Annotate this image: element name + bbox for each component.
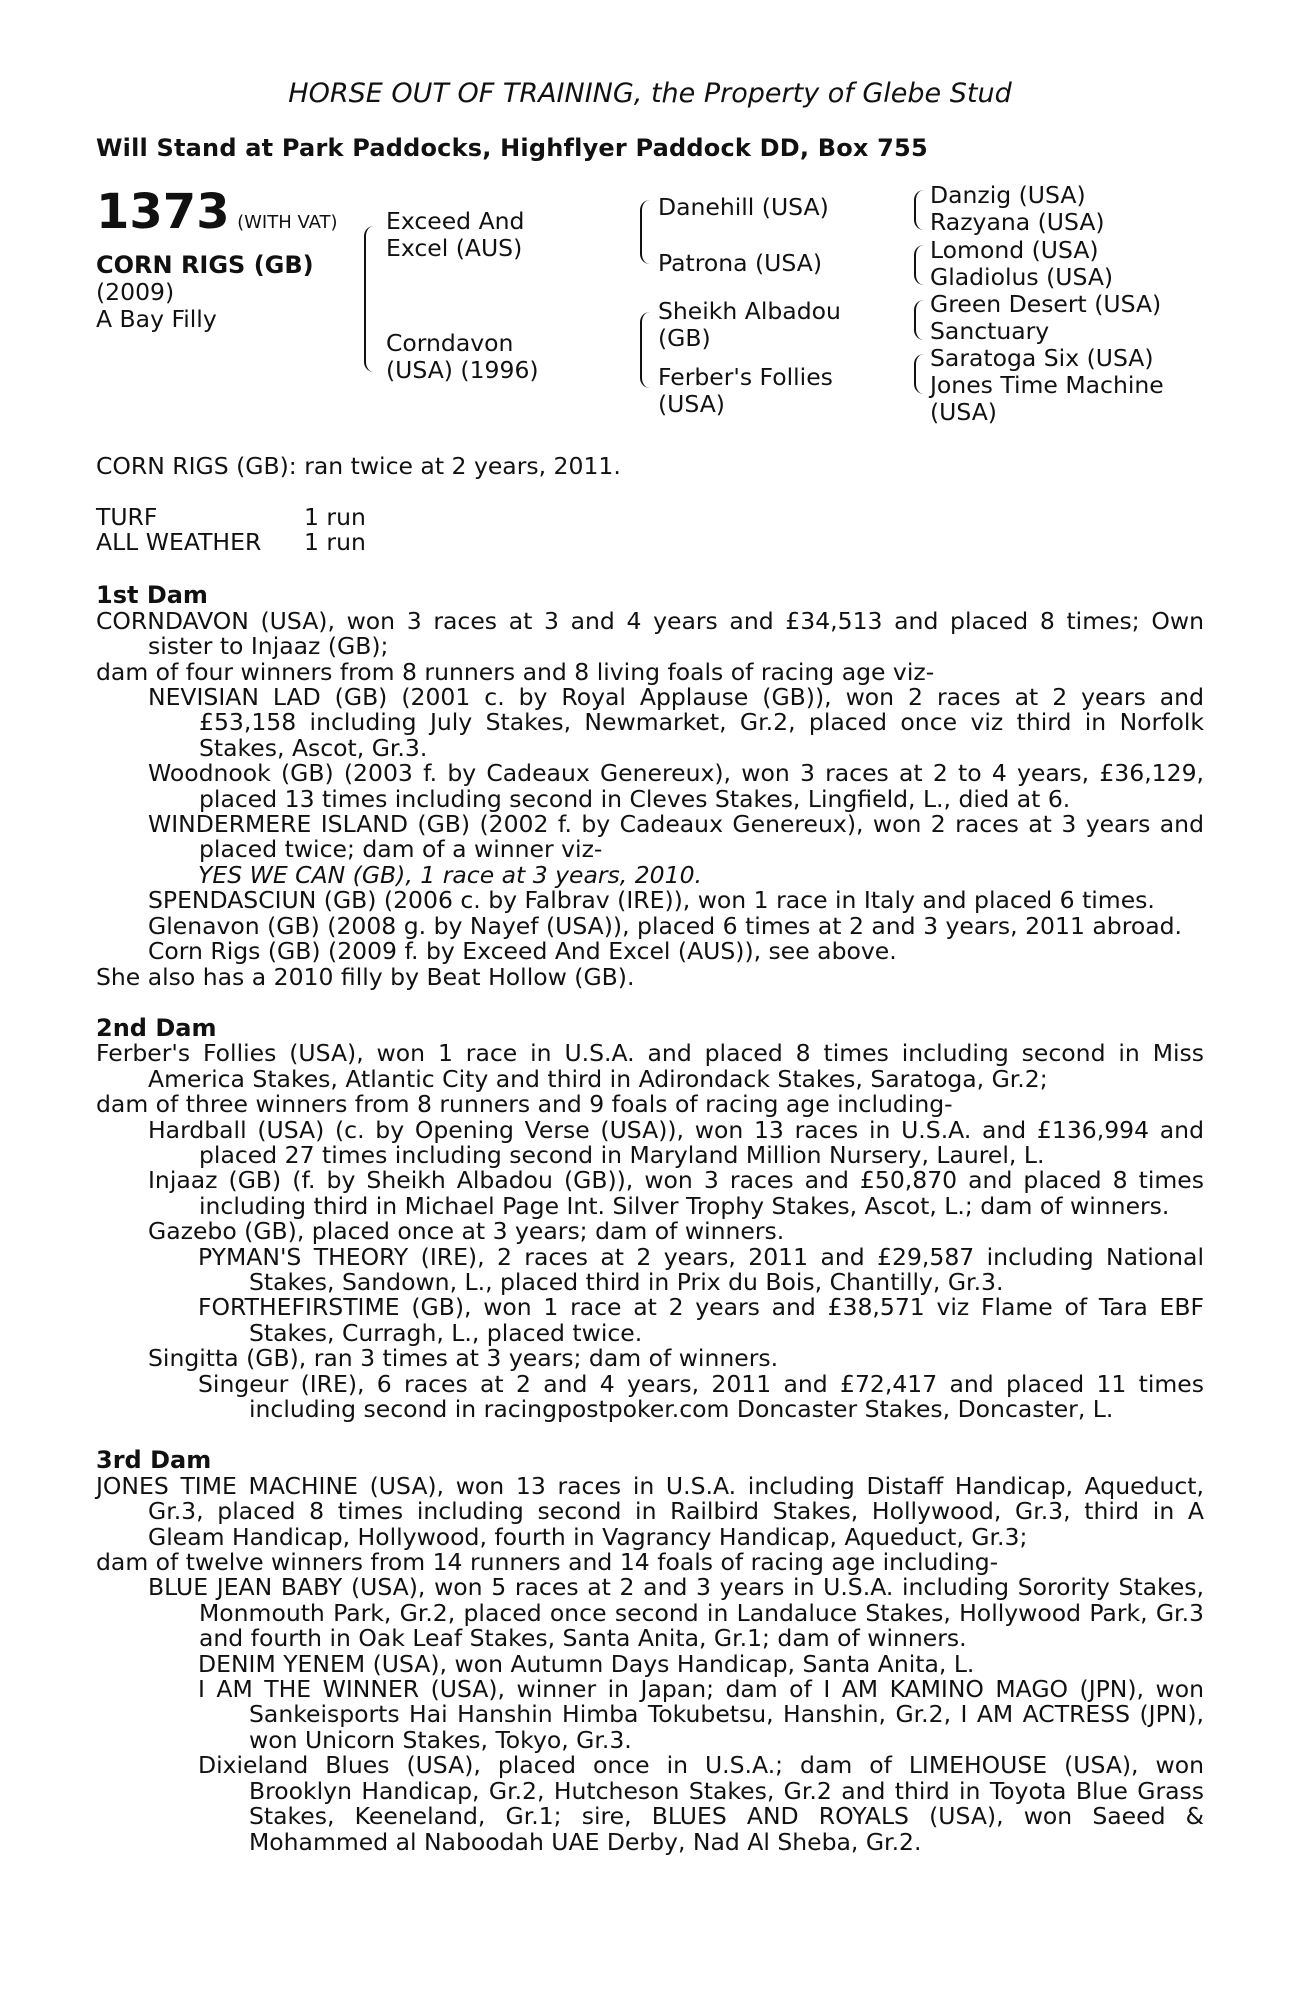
record-label: ALL WEATHER <box>96 528 262 557</box>
dam-dam-dam: Jones Time Machine (USA) <box>930 371 1164 426</box>
sire-dam-dam: Gladiolus (USA) <box>930 263 1114 291</box>
produce-entry: PYMAN'S THEORY (IRE), 2 races at 2 years, 2011 and £29,587 including National Stakes, Sandown, L., placed third in Prix du Bois, Chantilly, Gr.3. <box>198 1242 1204 1296</box>
lot-heading <box>96 184 338 240</box>
horse-name: CORN RIGS (GB) <box>96 251 314 279</box>
section-heading: 3rd Dam <box>96 1446 212 1475</box>
produce-summary: dam of twelve winners from 14 runners and 14 foals of racing age including- <box>96 1548 999 1577</box>
third-dam-section <box>96 1448 1204 1855</box>
record-value: 1 run <box>304 503 366 532</box>
dam-sire-sire: Green Desert (USA) <box>930 290 1162 318</box>
first-dam-section <box>96 583 1204 990</box>
dam-dam-sire: Saratoga Six (USA) <box>930 344 1154 372</box>
produce-entry: Singeur (IRE), 6 races at 2 and 4 years, 2011 and £72,417 and placed 11 times including second in racingpostpoker.com Doncaster Stakes, Doncaster, L. <box>198 1369 1204 1423</box>
produce-entry: SPENDASCIUN (GB) (2006 c. by Falbrav (IRE)), won 1 race in Italy and placed 6 times. <box>148 886 1155 915</box>
stand-location: Will Stand at Park Paddocks, Highflyer Paddock DD, Box 755 <box>96 134 928 162</box>
catalogue-page <box>96 78 1204 1855</box>
dam-dam: Ferber's Follies (USA) <box>658 363 833 418</box>
lot-number: 1373 <box>96 184 230 240</box>
produce-entry: Woodnook (GB) (2003 f. by Cadeaux Genereux), won 3 races at 2 to 4 years, £36,129, placed 13 times including second in Cleves Stakes, Lingfield, L., died at 6. <box>148 759 1204 813</box>
pedigree-table <box>96 182 1204 452</box>
dam-sire-dam: Sanctuary <box>930 317 1050 345</box>
race-record-table <box>96 505 496 555</box>
race-record-summary: CORN RIGS (GB): ran twice at 2 years, 2011. <box>96 452 621 480</box>
sire-dam-sire: Lomond (USA) <box>930 236 1099 264</box>
dam: Corndavon (USA) (1996) <box>386 329 539 384</box>
second-dam-section <box>96 1013 1204 1423</box>
section-heading: 1st Dam <box>96 581 208 610</box>
produce-entry: I AM THE WINNER (USA), winner in Japan; dam of I AM KAMINO MAGO (JPN), won Sankeisports Hai Hanshin Himba Tokubetsu, Hanshin, Gr.2, I AM ACTRESS (JPN), won Unicorn Stakes, Tokyo, Gr.3. <box>198 1675 1204 1754</box>
sire: Exceed And Excel (AUS) <box>386 207 525 262</box>
record-label: TURF <box>96 503 158 532</box>
produce-entry: DENIM YENEM (USA), won Autumn Days Handicap, Santa Anita, L. <box>198 1649 975 1678</box>
produce-entry: Corn Rigs (GB) (2009 f. by Exceed And Excel (AUS)), see above. <box>148 937 897 966</box>
dam-entry: Ferber's Follies (USA), won 1 race in U.S.A. and placed 8 times including second in Miss America Stakes, Atlantic City and third in Adirondack Stakes, Saratoga, Gr.2; <box>96 1039 1204 1093</box>
produce-entry: FORTHEFIRSTIME (GB), won 1 race at 2 years and £38,571 viz Flame of Tara EBF Stakes, Curragh, L., placed twice. <box>198 1293 1204 1347</box>
dam-entry: JONES TIME MACHINE (USA), won 13 races in U.S.A. including Distaff Handicap, Aqueduct, Gr.3, placed 8 times including second in Railbird Stakes, Hollywood, Gr.3, third in A Gleam Handicap, Hollywood, fourth in Vagrancy Handicap, Aqueduct, Gr.3; <box>96 1471 1204 1551</box>
produce-entry: NEVISIAN LAD (GB) (2001 c. by Royal Applause (GB)), won 2 races at 2 years and £53,158 including July Stakes, Newmarket, Gr.2, placed once viz third in Norfolk Stakes, Ascot, Gr.3. <box>148 683 1204 762</box>
horse-description: A Bay Filly <box>96 305 217 333</box>
produce-entry: Gazebo (GB), placed once at 3 years; dam of winners. <box>148 1217 785 1246</box>
produce-entry: Dixieland Blues (USA), placed once in U.S.A.; dam of LIMEHOUSE (USA), won Brooklyn Handicap, Gr.2, Hutcheson Stakes, Gr.2 and third in Toyota Blue Grass Stakes, Keeneland, Gr.1; sire, BLUES AND ROYALS (USA), won Saeed & Mohammed al Naboodah UAE Derby, Nad Al Sheba, Gr.2. <box>198 1751 1204 1856</box>
sire-sire: Danehill (USA) <box>658 193 829 221</box>
produce-entry: Hardball (USA) (c. by Opening Verse (USA)), won 13 races in U.S.A. and £136,994 and placed 27 times including second in Maryland Million Nursery, Laurel, L. <box>148 1115 1204 1169</box>
produce-entry: Injaaz (GB) (f. by Sheikh Albadou (GB)), won 3 races and £50,870 and placed 8 times including third in Michael Page Int. Silver Trophy Stakes, Ascot, L.; dam of winners. <box>148 1166 1204 1220</box>
page-title: HORSE OUT OF TRAINING, the Property of Glebe Stud <box>288 78 1012 109</box>
dam-sire: Sheikh Albadou (GB) <box>658 297 841 352</box>
sire-dam: Patrona (USA) <box>658 249 822 277</box>
section-heading: 2nd Dam <box>96 1013 217 1042</box>
vat-label: (WITH VAT) <box>237 212 338 233</box>
produce-summary: dam of four winners from 8 runners and 8 living foals of racing age viz- <box>96 657 935 686</box>
sire-sire-sire: Danzig (USA) <box>930 181 1086 209</box>
record-value: 1 run <box>304 528 366 557</box>
produce-entry: Singitta (GB), ran 3 times at 3 years; dam of winners. <box>148 1344 779 1373</box>
produce-entry: WINDERMERE ISLAND (GB) (2002 f. by Cadeaux Genereux), won 2 races at 3 years and placed twice; dam of a winner viz- <box>148 810 1204 864</box>
sire-sire-dam: Razyana (USA) <box>930 208 1105 236</box>
produce-note: She also has a 2010 filly by Beat Hollow (GB). <box>96 962 635 991</box>
produce-entry: YES WE CAN (GB), 1 race at 3 years, 2010. <box>198 860 703 889</box>
dam-entry: CORNDAVON (USA), won 3 races at 3 and 4 years and £34,513 and placed 8 times; Own sister to Injaaz (GB); <box>96 606 1204 661</box>
produce-entry: BLUE JEAN BABY (USA), won 5 races at 2 and 3 years in U.S.A. including Sorority Stakes, Monmouth Park, Gr.2, placed once second in Landaluce Stakes, Hollywood Park, Gr.3 and fourth in Oak Leaf Stakes, Santa Anita, Gr.1; dam of winners. <box>148 1573 1204 1653</box>
produce-summary: dam of three winners from 8 runners and 9 foals of racing age including- <box>96 1090 953 1119</box>
produce-entry: Glenavon (GB) (2008 g. by Nayef (USA)), placed 6 times at 2 and 3 years, 2011 abroad. <box>148 911 1182 940</box>
horse-year: (2009) <box>96 278 175 306</box>
